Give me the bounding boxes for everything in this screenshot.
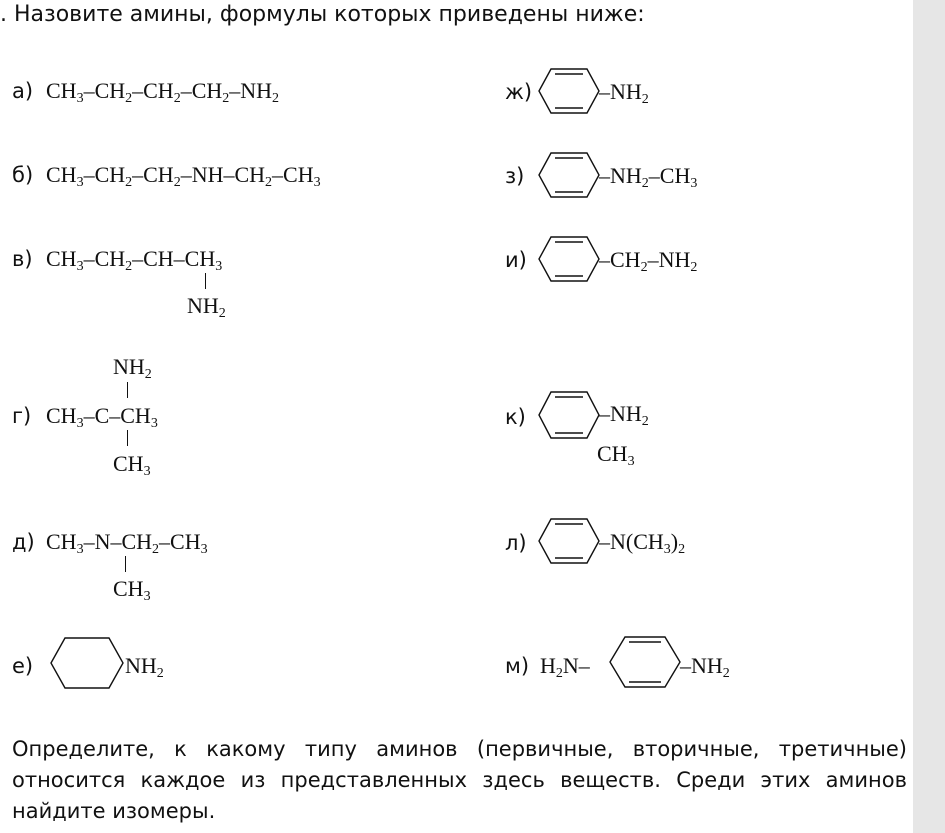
benzene-ring-i (538, 236, 608, 284)
formula-k-ch3: $CH_3$ (597, 441, 635, 469)
question-prompt: Назовите амины, формулы которых приведены ниже: (14, 2, 645, 27)
benzene-ring-zh (538, 68, 608, 116)
bond-g-top (127, 382, 128, 398)
item-label-i: и) (505, 248, 527, 272)
item-label-d: д) (12, 530, 35, 554)
task-paragraph: Определите, к какому типу аминов (первичные, вторичные, третичные) относится каждое из представленных здесь веществ. Среди этих аминов найдите изомеры. (12, 737, 907, 823)
formula-m-left: $H_2N-$ (540, 653, 590, 681)
item-label-k: к) (505, 405, 526, 429)
formula-d-sub: $CH_3$ (113, 576, 151, 604)
formula-g-bottom: $CH_3$ (113, 451, 151, 479)
formula-g: $CH_3-C-CH_3$ (46, 403, 158, 431)
item-label-z: з) (505, 164, 525, 188)
benzene-ring-z (538, 152, 608, 200)
formula-e: $NH_2$ (125, 653, 164, 681)
formula-v-sub: $NH_2$ (187, 293, 226, 321)
item-label-g: г) (12, 404, 32, 428)
formula-g-top: $NH_2$ (113, 354, 152, 382)
formula-m-right: $-NH_2$ (680, 653, 730, 681)
formula-k-nh2: $-NH_2$ (599, 401, 649, 429)
formula-i: $-CH_2-NH_2$ (599, 247, 698, 275)
benzene-ring-l (538, 518, 608, 566)
scroll-margin (913, 0, 945, 833)
bond-d (125, 556, 126, 572)
formula-b: $CH_3-CH_2-CH_2-NH-CH_2-CH_3$ (46, 162, 321, 190)
item-label-v: в) (12, 247, 33, 271)
benzene-ring-k (538, 391, 608, 443)
formula-v: $CH_3-CH_2-CH-CH_3$ (46, 246, 223, 274)
item-label-b: б) (12, 163, 34, 187)
item-label-a: а) (12, 79, 34, 103)
bond-v (205, 273, 206, 289)
cyclohexane-ring (50, 636, 130, 692)
item-label-l: л) (505, 531, 527, 555)
item-label-m: м) (505, 654, 530, 678)
formula-a: $CH_3-CH_2-CH_2-CH_2-NH_2$ (46, 78, 280, 106)
item-label-e: е) (12, 654, 34, 678)
formula-z: $-NH_2-CH_3$ (599, 163, 698, 191)
question-header (0, 2, 645, 27)
item-label-zh: ж) (505, 80, 533, 104)
formula-l: $-N(CH_3)_2$ (599, 529, 686, 557)
question-number-mark: . (0, 2, 7, 27)
formula-zh: $-NH_2$ (599, 79, 649, 107)
formula-d: $CH_3-N-CH_2-CH_3$ (46, 529, 208, 557)
benzene-ring-m (609, 636, 689, 688)
bond-g-bottom (127, 430, 128, 446)
